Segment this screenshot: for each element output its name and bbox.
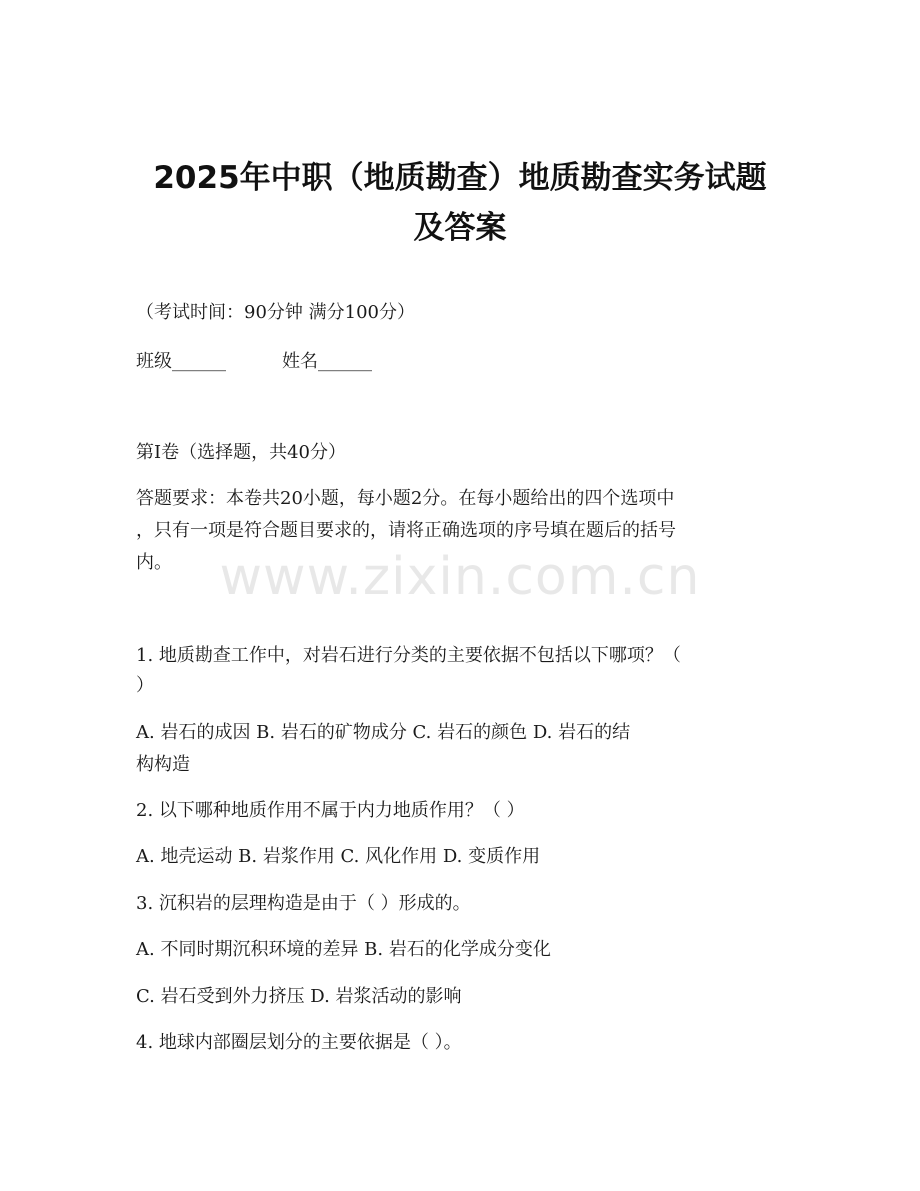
class-field-label: 班级______: [136, 351, 226, 372]
exam-info: （考试时间：90分钟 满分100分）: [136, 302, 415, 323]
question-3-options-line-2: C. 岩石受到外力挤压 D. 岩浆活动的影响: [136, 986, 462, 1007]
question-1-stem-line-1: 1. 地质勘查工作中，对岩石进行分类的主要依据不包括以下哪项？（: [136, 645, 681, 666]
question-1-stem-line-2: ）: [136, 675, 154, 696]
question-4-stem: 4. 地球内部圈层划分的主要依据是（ ）。: [136, 1032, 462, 1053]
section-heading: 第I卷（选择题，共40分）: [136, 442, 347, 463]
instructions-line-2: ，只有一项是符合题目要求的，请将正确选项的序号填在题后的括号: [136, 520, 676, 541]
question-1-options-line-1: A. 岩石的成因 B. 岩石的矿物成分 C. 岩石的颜色 D. 岩石的结: [136, 722, 631, 743]
question-3-options-line-1: A. 不同时期沉积环境的差异 B. 岩石的化学成分变化: [136, 939, 551, 960]
question-1-options-line-2: 构构造: [136, 754, 190, 775]
name-field-label: 姓名______: [282, 351, 372, 372]
document-title-line1: 2025年中职（地质勘查）地质勘查实务试题: [153, 160, 767, 196]
question-3-stem: 3. 沉积岩的层理构造是由于（ ）形成的。: [136, 893, 471, 914]
question-2-stem: 2. 以下哪种地质作用不属于内力地质作用？（ ）: [136, 800, 525, 821]
watermark-text: www.zixin.com.cn: [219, 547, 701, 607]
question-2-options: A. 地壳运动 B. 岩浆作用 C. 风化作用 D. 变质作用: [136, 846, 541, 867]
instructions-line-1: 答题要求：本卷共20小题，每小题2分。在每小题给出的四个选项中: [136, 488, 675, 509]
student-info-row: [136, 347, 786, 377]
document-title-line2: 及答案: [413, 210, 507, 246]
instructions-line-3: 内。: [136, 552, 172, 573]
